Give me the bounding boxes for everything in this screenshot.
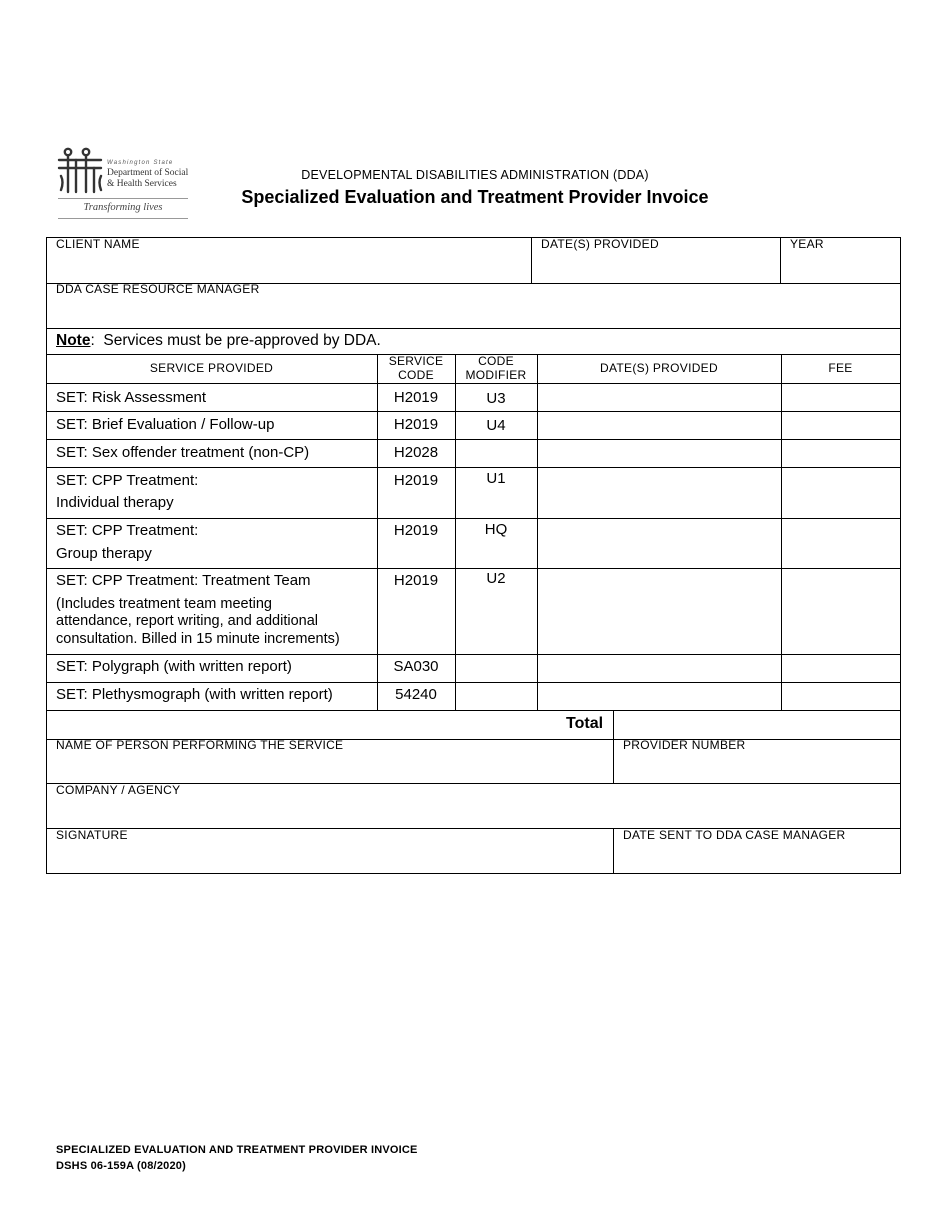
total-label: Total (566, 715, 604, 732)
form-border-bottom (46, 873, 901, 874)
signature-field[interactable]: SIGNATURE (56, 828, 128, 842)
divider-v (613, 828, 614, 873)
row-service: SET: Brief Evaluation / Follow-up (56, 416, 275, 433)
table-row-divider (46, 710, 901, 711)
client-name-field[interactable]: CLIENT NAME (56, 237, 140, 251)
row-service-detail: Group therapy (56, 545, 152, 562)
form-border-right (900, 237, 901, 874)
table-row-divider (46, 439, 901, 440)
logo-divider-bottom (58, 218, 188, 219)
form-border-top (46, 237, 901, 238)
row-service-detail: Individual therapy (56, 494, 174, 511)
row-service-detail: attendance, report writing, and additional (56, 613, 318, 629)
col-header-code (377, 355, 455, 381)
table-col-divider (781, 354, 782, 711)
row-service-detail: (Includes treatment team meeting (56, 596, 272, 612)
row-code: SA030 (393, 658, 439, 675)
row-code: H2019 (393, 572, 439, 589)
col-header-dates: DATE(S) PROVIDED (600, 361, 718, 375)
row-service: SET: Plethysmograph (with written report) (56, 686, 333, 703)
footer-form-title: SPECIALIZED EVALUATION AND TREATMENT PROVIDER INVOICE (56, 1144, 418, 1156)
company-agency-field[interactable]: COMPANY / AGENCY (56, 783, 181, 797)
divider-v (531, 237, 532, 283)
logo-divider (58, 198, 188, 199)
logo-state-text: Washington State (107, 160, 174, 166)
col-header-fee: FEE (828, 361, 853, 375)
row-service: SET: Polygraph (with written report) (56, 658, 292, 675)
note-text: Services must be pre-approved by DDA. (103, 332, 381, 349)
row-modifier: U4 (486, 417, 506, 434)
divider-v (613, 710, 614, 783)
logo-tagline: Transforming lives (83, 202, 163, 213)
provider-number-field[interactable]: PROVIDER NUMBER (623, 738, 746, 752)
row-service: SET: CPP Treatment: (56, 522, 199, 539)
row-code: 54240 (395, 686, 437, 703)
row-service: SET: CPP Treatment: (56, 472, 199, 489)
year-field[interactable]: YEAR (790, 237, 824, 251)
row-modifier: U3 (486, 390, 506, 407)
row-service: SET: Risk Assessment (56, 389, 207, 406)
logo-dept-line1: Department of Social (107, 168, 189, 178)
table-row-divider (46, 654, 901, 655)
case-manager-field[interactable]: DDA CASE RESOURCE MANAGER (56, 282, 260, 296)
form-border-left (46, 237, 47, 874)
logo-dept-line2: & Health Services (107, 179, 177, 189)
col-header-service: SERVICE PROVIDED (149, 361, 274, 375)
col-header-code-line1: SERVICE (388, 354, 444, 368)
table-row-divider (46, 383, 901, 384)
page-title: Specialized Evaluation and Treatment Provider Invoice (241, 187, 709, 207)
table-row-divider (46, 411, 901, 412)
table-row-divider (46, 518, 901, 519)
preapproval-note (56, 332, 381, 350)
row-service-detail: consultation. Billed in 15 minute increments) (56, 631, 340, 647)
table-row-divider (46, 467, 901, 468)
table-row-divider (46, 568, 901, 569)
agency-name: DEVELOPMENTAL DISABILITIES ADMINISTRATION (DDA) (301, 168, 649, 182)
row-code: H2019 (393, 416, 439, 433)
logo-department-text (107, 168, 188, 190)
date-sent-field[interactable]: DATE SENT TO DDA CASE MANAGER (623, 828, 846, 842)
dates-provided-field[interactable]: DATE(S) PROVIDED (541, 237, 659, 251)
row-service: SET: CPP Treatment: Treatment Team (56, 572, 311, 589)
row-modifier: HQ (484, 521, 508, 538)
row-modifier: U2 (486, 570, 506, 587)
row-code: H2019 (393, 522, 439, 539)
table-row-divider (46, 682, 901, 683)
row-service: SET: Sex offender treatment (non-CP) (56, 444, 310, 461)
row-code: H2019 (393, 389, 439, 406)
table-col-divider (537, 354, 538, 711)
row-code: H2028 (393, 444, 439, 461)
col-header-code-line2: CODE (398, 368, 434, 382)
row-code: H2019 (393, 472, 439, 489)
col-header-modifier-line2: MODIFIER (465, 368, 527, 382)
col-header-modifier (455, 355, 537, 381)
note-label: Note (56, 332, 91, 349)
dshs-family-icon (56, 146, 104, 196)
dshs-logo (56, 146, 190, 220)
footer-form-number: DSHS 06-159A (08/2020) (56, 1160, 186, 1172)
col-header-modifier-line1: CODE (478, 354, 514, 368)
divider-h (46, 328, 901, 329)
performer-name-field[interactable]: NAME OF PERSON PERFORMING THE SERVICE (56, 738, 344, 752)
divider-v (780, 237, 781, 283)
row-modifier: U1 (486, 470, 506, 487)
note-colon: : (90, 332, 95, 349)
